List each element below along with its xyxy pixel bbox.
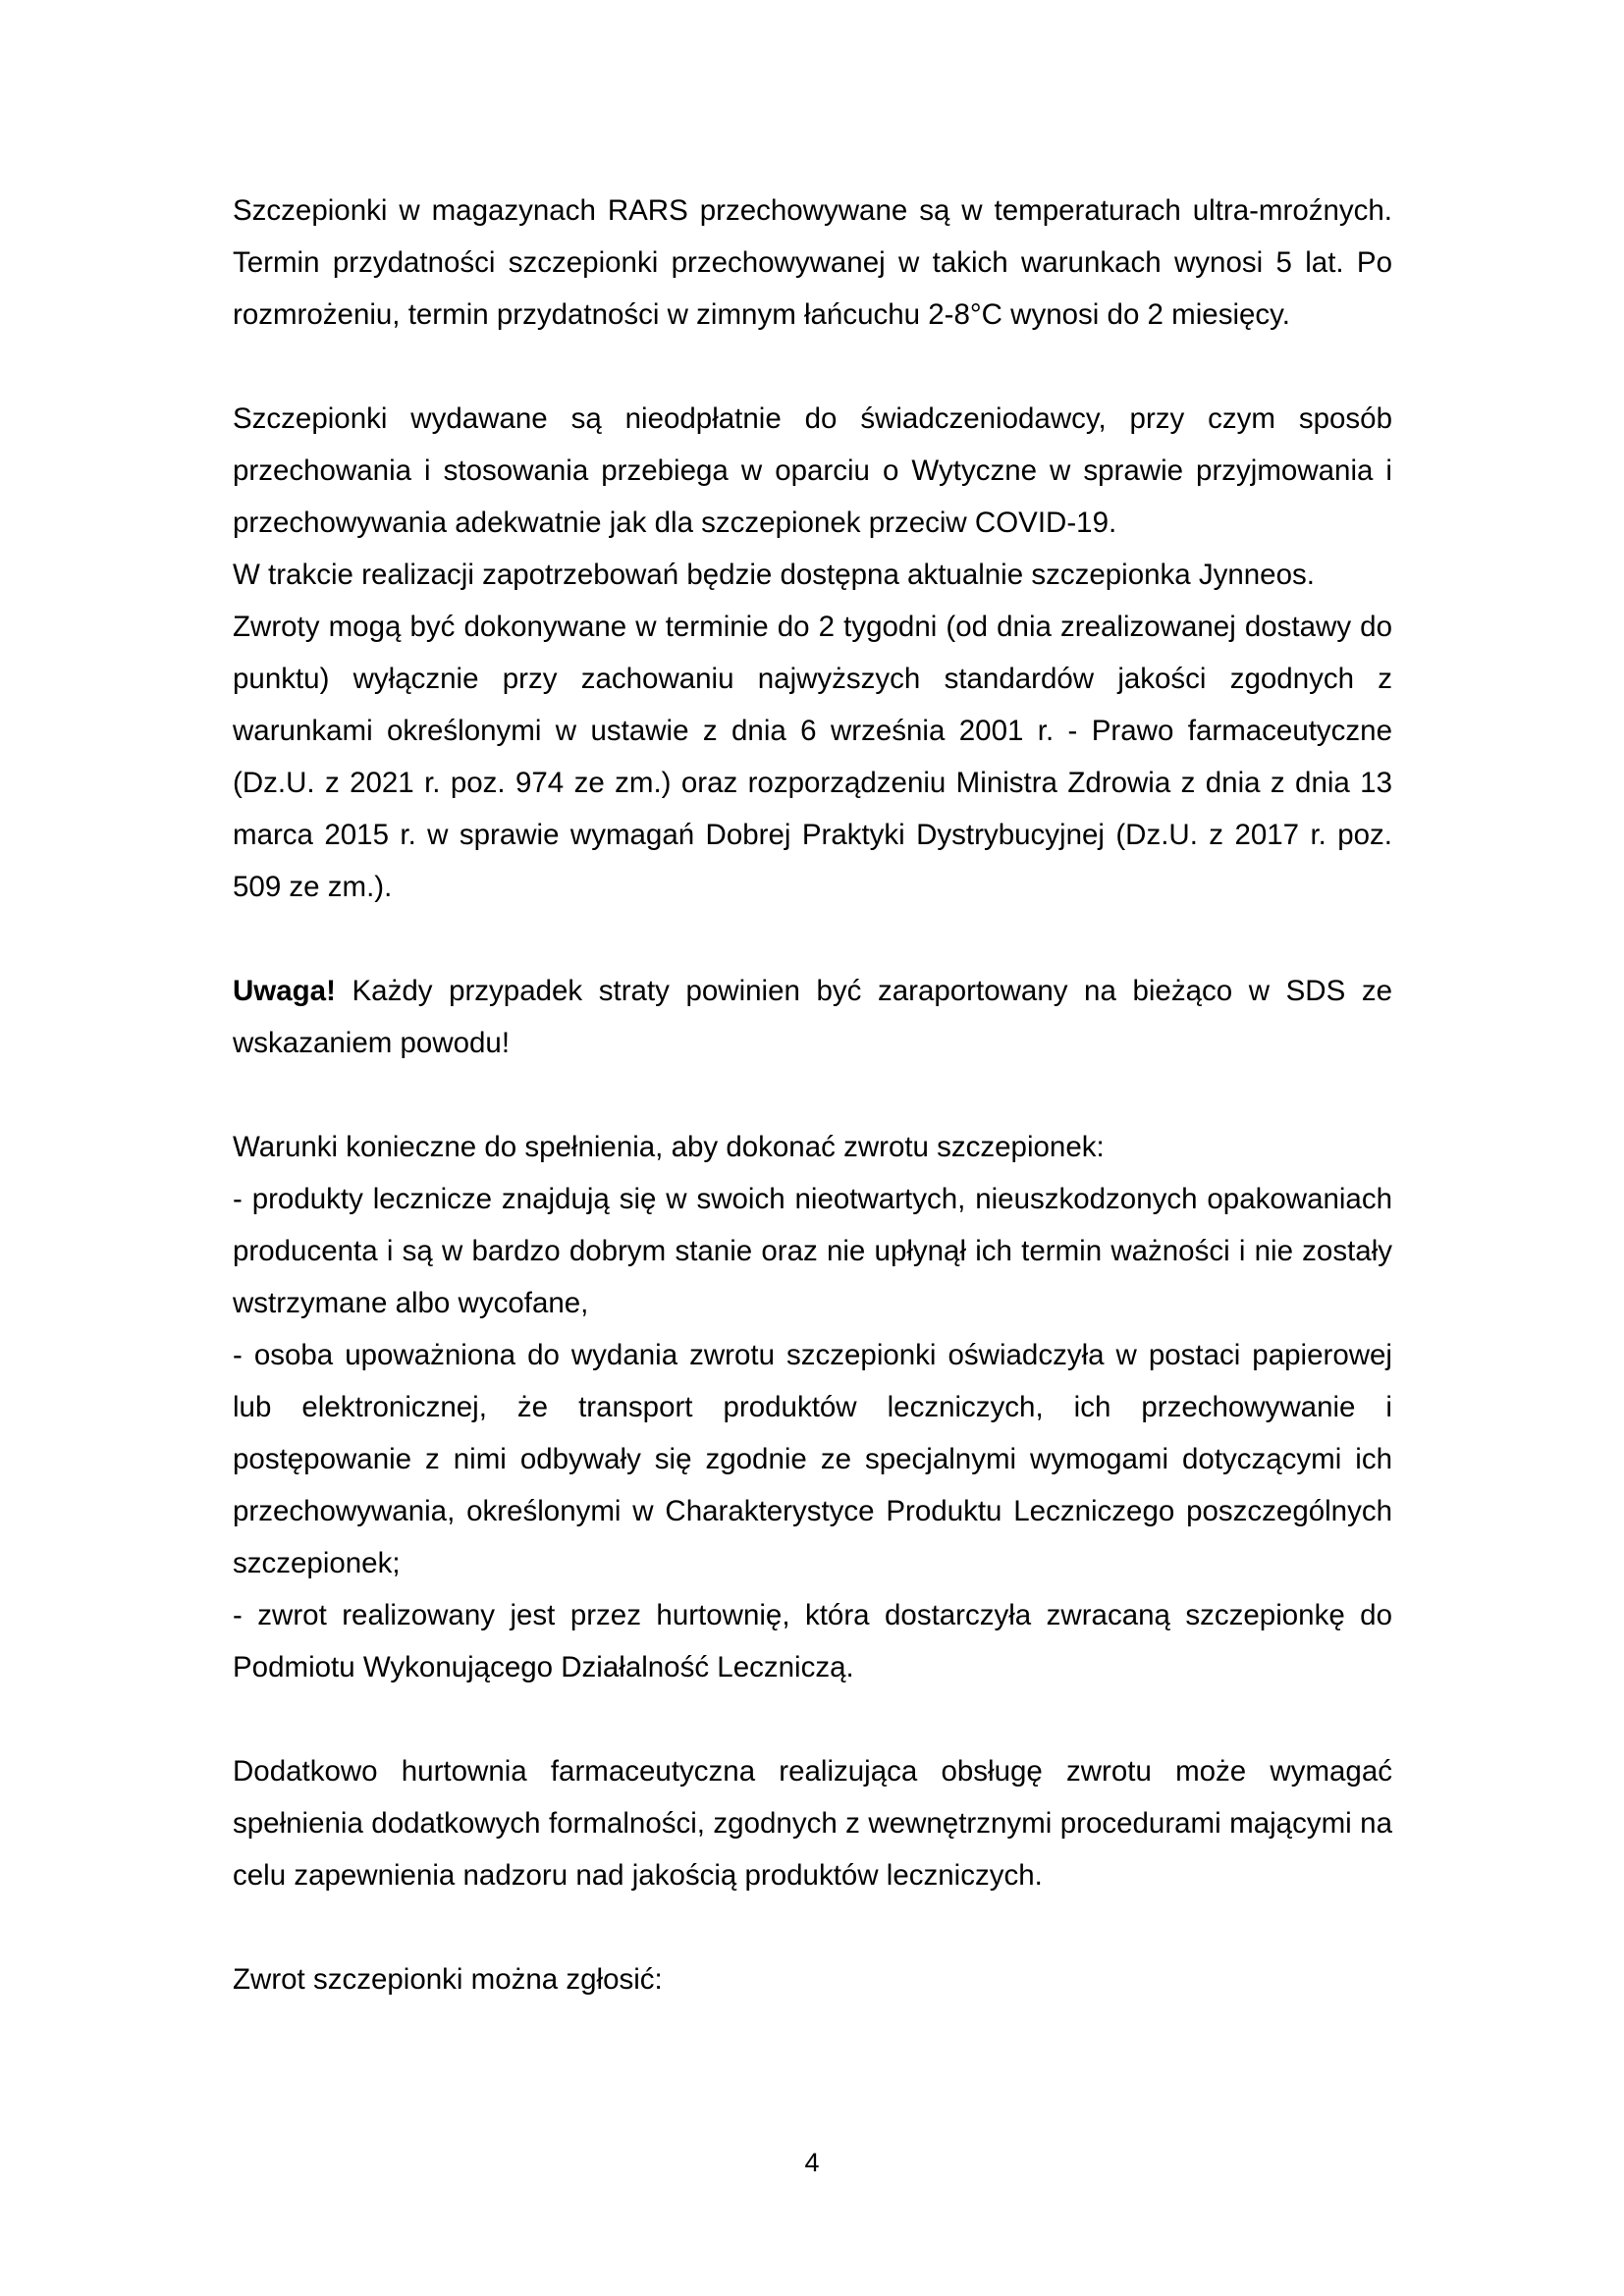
warning-paragraph: [233, 965, 1392, 1069]
availability-paragraph: W trakcie realizacji zapotrzebowań będzie dostępna aktualnie szczepionka Jynneos.: [233, 559, 1315, 591]
paragraph-spacer: [233, 1901, 1392, 1953]
storage-paragraph: Szczepionki w magazynach RARS przechowywane są w temperaturach ultra-mroźnych. Termin przydatności szczepionki przechowywanej w takich warunkach wynosi 5 lat. Po rozmrożeniu, termin przydatności w zimnym łańcuchu 2-8°C wynosi do 2 miesięcy.: [233, 194, 1392, 331]
return-report-paragraph: Zwrot szczepionki można zgłosić:: [233, 1963, 663, 1996]
condition-item: - osoba upoważniona do wydania zwrotu szczepionki oświadczyła w postaci papierowej lub elektronicznej, że transport produktów leczniczych, ich przechowywanie i postępowanie z nimi odbywały się zgodnie ze specjalnymi wymogami dotyczącymi ich przechowywania, określonymi w Charakterystyce Produktu Leczniczego poszczególnych szczepionek;: [233, 1339, 1392, 1579]
conditions-intro: Warunki konieczne do spełnienia, aby dokonać zwrotu szczepionek:: [233, 1131, 1105, 1163]
paragraph-spacer: [233, 913, 1392, 965]
paragraph-spacer: [233, 1693, 1392, 1745]
page-number: 4: [804, 2148, 820, 2177]
paragraph-spacer: [233, 1069, 1392, 1121]
page-content: [233, 185, 1392, 2005]
warning-text: Każdy przypadek straty powinien być zaraportowany na bieżąco w SDS ze wskazaniem powodu!: [233, 975, 1392, 1059]
free-issue-paragraph: Szczepionki wydawane są nieodpłatnie do świadczeniodawcy, przy czym sposób przechowania i stosowania przebiega w oparciu o Wytyczne w sprawie przyjmowania i przechowywania adekwatnie jak dla szczepionek przeciw COVID-19.: [233, 402, 1392, 539]
condition-item: - produkty lecznicze znajdują się w swoich nieotwartych, nieuszkodzonych opakowaniach producenta i są w bardzo dobrym stanie oraz nie upłynął ich termin ważności i nie zostały wstrzymane albo wycofane,: [233, 1183, 1392, 1319]
returns-paragraph: Zwroty mogą być dokonywane w terminie do 2 tygodni (od dnia zrealizowanej dostawy do punktu) wyłącznie przy zachowaniu najwyższych standardów jakości zgodnych z warunkami określonymi w ustawie z dnia 6 września 2001 r. - Prawo farmaceutyczne (Dz.U. z 2021 r. poz. 974 ze zm.) oraz rozporządzeniu Ministra Zdrowia z dnia z dnia 13 marca 2015 r. w sprawie wymagań Dobrej Praktyki Dystrybucyjnej (Dz.U. z 2017 r. poz. 509 ze zm.).: [233, 611, 1392, 903]
additional-paragraph: Dodatkowo hurtownia farmaceutyczna realizująca obsługę zwrotu może wymagać spełnienia dodatkowych formalności, zgodnych z wewnętrznymi procedurami mającymi na celu zapewnienia nadzoru nad jakością produktów leczniczych.: [233, 1755, 1392, 1892]
warning-label: Uwaga!: [233, 975, 336, 1007]
condition-item: - zwrot realizowany jest przez hurtownię, która dostarczyła zwracaną szczepionkę do Podmiotu Wykonującego Działalność Leczniczą.: [233, 1599, 1392, 1683]
paragraph-spacer: [233, 341, 1392, 393]
